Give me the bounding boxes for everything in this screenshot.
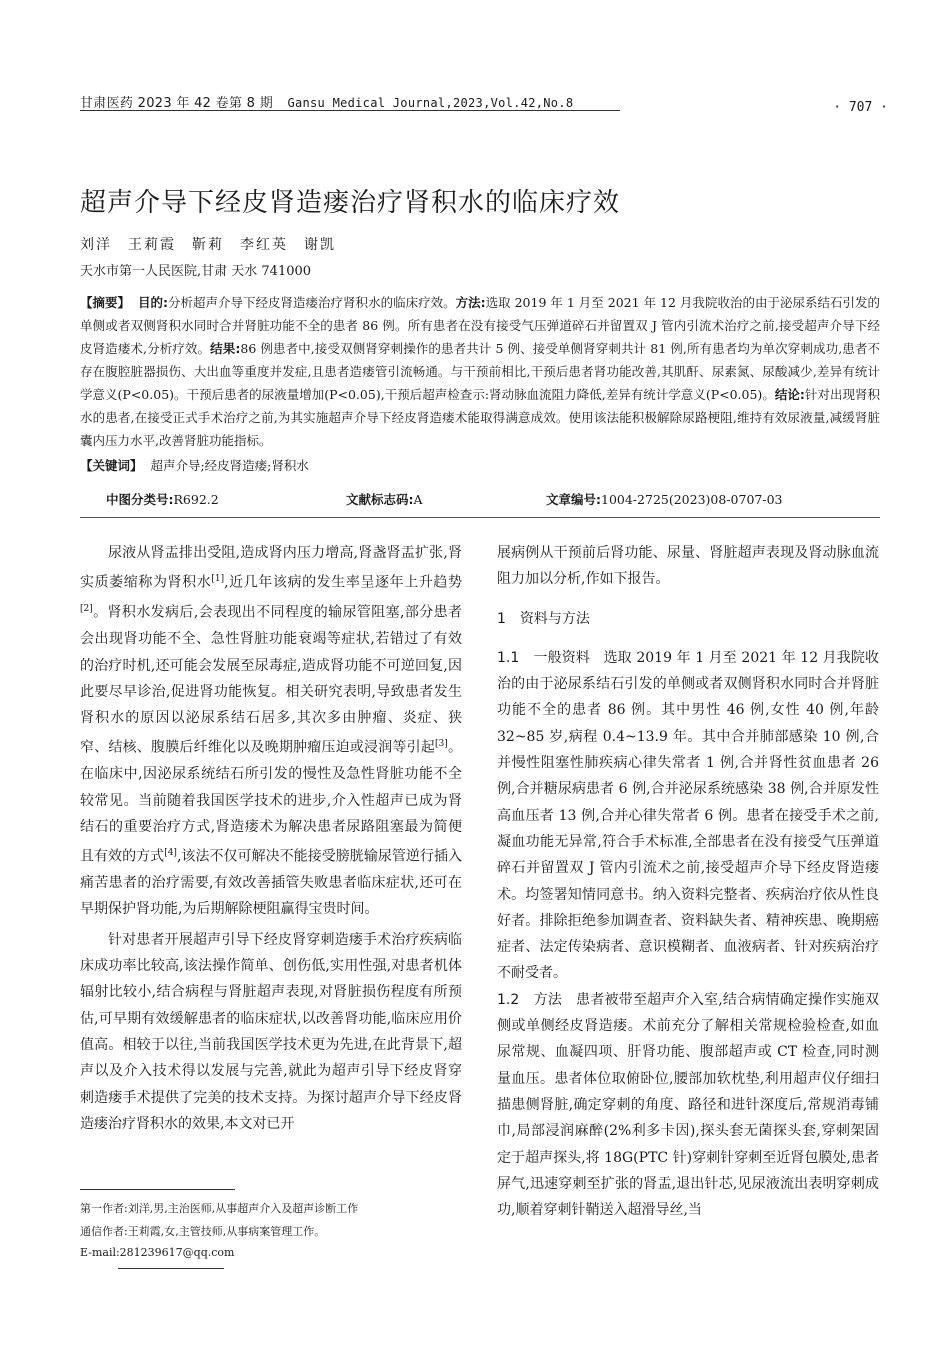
keywords — [80, 456, 309, 474]
section-heading: 1 资料与方法 — [497, 610, 590, 627]
subsection-1-1-heading: 1.1 一般资料 — [497, 649, 590, 666]
right-column — [497, 540, 879, 1223]
affiliation: 天水市第一人民医院,甘肃 天水 741000 — [80, 264, 312, 279]
footnote-email: E-mail:281239617@qq.com — [80, 1246, 235, 1259]
abstract-separator — [80, 517, 880, 518]
objective-text: 分析超声介导下经皮肾造瘘治疗肾积水的临床疗效。 — [168, 295, 456, 310]
running-header — [80, 92, 573, 111]
journal-en: Gansu Medical Journal,2023,Vol.42,No.8 — [287, 96, 574, 110]
conclusion-label: 结论: — [774, 387, 805, 402]
abstract-label: 【摘要】 — [80, 295, 131, 310]
methods-label: 方法: — [455, 295, 486, 310]
clc-number: 中图分类号:R692.2 — [106, 492, 219, 507]
footnote-rule — [80, 1189, 235, 1190]
objective-label: 目的: — [137, 295, 168, 310]
footnote-corresponding: 通信作者:王莉霞,女,主管技师,从事病案管理工作。 — [80, 1225, 326, 1238]
citation-3: [3] — [435, 739, 448, 750]
keywords-text: 超声介导;经皮肾造瘘;肾积水 — [150, 458, 309, 473]
authors: 刘洋 王莉霞 靳莉 李红英 谢凯 — [80, 237, 336, 253]
journal-cn: 甘肃医药 2023 年 42 卷第 8 期 — [80, 96, 273, 111]
page-number: · 707 · — [833, 100, 888, 115]
header-rule — [80, 110, 620, 111]
citation-2: [2] — [80, 604, 93, 615]
abstract — [80, 291, 880, 452]
subsection-general-data: 1.1 一般资料 选取 2019 年 1 月至 2021 年 12 月我院收治的由于泌尿系结石引发的单侧或者双侧肾积水同时合并肾脏功能不全的患者 86 例。其中男性 46 例,女性 40 例,年龄 32~85 岁,病程 0.4~13.9 年。其中合并肺部感染 10 例,合并慢性阻塞性肺疾病心律失常者 1 例,合并肾性贫血患者 26 例,合并糖尿病患者 6 例,合并泌尿系统感染 38 例,合并原发性高血压者 13 例,合并心律失常者 6 例。患者在接受手术之前,凝血功能无异常,符合手术标准,全部患者在没有接受气压弹道碎石并留置双 J 管内引流术之前,接受超声介导下经皮肾造瘘术。均签署知情同意书。纳入资料完整者、疾病治疗依从性良好者。排除拒绝参加调查者、资料缺失者、精神疾患、晚期癌症者、法定传染病者、意识模糊者、血液病者、针对疾病治疗不耐受者。 — [497, 649, 879, 982]
subsection-methods: 1.2 方法 患者被带至超声介入室,结合病情确定操作实施双侧或单侧经皮肾造瘘。术前充分了解相关常规检验检查,如血尿常规、血凝四项、肝肾功能、腹部超声或 CT 检查,同时测量血压。患者体位取俯卧位,腰部加软枕垫,利用超声仪仔细扫描患侧肾脏,确定穿刺的角度、路径和进针深度后,常规消毒铺巾,局部浸润麻醉(2%利多卡因),探头套无菌探头套,穿刺架固定于超声探头,将 18G(PTC 针)穿刺针穿刺至近肾包膜处,患者屏气,迅速穿刺至扩张的肾盂,退出针芯,见尿液流出表明穿刺成功,顺着穿刺针鞘送入超滑导丝,当 — [497, 991, 880, 1219]
left-column — [80, 540, 462, 1137]
intro-paragraph-2: 针对患者开展超声引导下经皮肾穿刺造瘘手术治疗疾病临床成功率比较高,该法操作简单、创伤低,实用性强,对患者机体辐射比较小,结合病程与肾脏超声表现,对肾脏损伤程度有所预估,可早期有效缓解患者的临床症状,以改善肾功能,临床应用价值高。相较于以往,当前我国医学技术更为先进,在此背景下,超声以及介入技术得以发展与完善,就此为超声引导下经皮肾穿刺造瘘手术提供了完美的技术支持。为探讨超声介导下经皮肾造瘘治疗肾积水的效果,本文对已开 — [80, 931, 462, 1132]
article-number: 文章编号:1004-2725(2023)08-0707-03 — [546, 492, 783, 507]
email-underline — [118, 1268, 224, 1269]
keywords-label: 【关键词】 — [80, 458, 143, 473]
article-title: 超声介导下经皮肾造瘘治疗肾积水的临床疗效 — [80, 188, 621, 218]
footnote-first-author: 第一作者:刘洋,男,主治医师,从事超声介入及超声诊断工作 — [80, 1202, 359, 1215]
results-text: 86 例患者中,接受双侧肾穿刺操作的患者共计 5 例、接受单侧肾穿刺共计 81 例,所有患者均为单次穿刺成功,患者不存在腹腔脏器损伤、大出血等重度并发症,且患者造瘘管引流畅通。与干预前相比,干预后患者肾功能改善,其肌酐、尿素氮、尿酸减少,差异有统计学意义(P<0.05)。干预后患者的尿液量增加(P<0.05),干预后超声检查示:肾动脉血流阻力降低,差异有统计学意义(P<0.05)。 — [80, 341, 880, 402]
subsection-1-2-heading: 1.2 方法 — [497, 991, 563, 1008]
methods-text: 选取 2019 年 1 月至 2021 年 12 月我院收治的由于泌尿系结石引发的单侧或者双侧肾积水同时合并肾脏功能不全的患者 86 例。所有患者在没有接受气压弹道碎石并留置双 J 管内引流术治疗之前,接受超声介导下经皮肾造瘘术,分析疗效。 — [80, 295, 880, 356]
conclusion-text: 针对出现肾积水的患者,在接受正式手术治疗之前,为其实施超声介导下经皮肾造瘘术能取得满意成效。使用该法能积极解除尿路梗阻,维持有效尿液量,减缓肾脏囊内压力水平,改善肾脏功能指标。 — [80, 387, 880, 448]
intro-continued: 展病例从干预前后肾功能、尿量、肾脏超声表现及肾动脉血流阻力加以分析,作如下报告。 — [497, 545, 879, 588]
citation-4: [4] — [164, 848, 177, 859]
intro-paragraph-1: 尿液从肾盂排出受阻,造成肾内压力增高,肾盏肾盂扩张,肾实质萎缩称为肾积水[1],近几年该病的发生率呈逐年上升趋势[2]。肾积水发病后,会表现出不同程度的输尿管阻塞,部分患者会出现肾功能不全、急性肾脏功能衰竭等症状,若错过了有效的治疗时机,还可能会发展至尿毒症,造成肾功能不可逆回复,因此要尽早诊治,促进肾功能恢复。相关研究表明,导致患者发生肾积水的原因以泌尿系结石居多,其次多由肿瘤、炎症、狭窄、结核、腹膜后纤维化以及晚期肿瘤压迫或浸润等引起[3]。在临床中,因泌尿系统结石所引发的慢性及急性肾脏功能不全较常见。当前随着我国医学技术的进步,介入性超声已成为肾结石的重要治疗方式,肾造瘘术为解决患者尿路阻塞最为简便且有效的方式[4],该法不仅可解决不能接受膀胱输尿管逆行插入痛苦患者的治疗需要,有效改善插管失败患者临床症状,还可在早期保护肾功能,为后期解除梗阻赢得宝贵时间。 — [80, 545, 462, 918]
citation-1: [1] — [211, 574, 225, 585]
document-code: 文献标志码:A — [346, 492, 423, 507]
results-label: 结果: — [210, 341, 241, 356]
